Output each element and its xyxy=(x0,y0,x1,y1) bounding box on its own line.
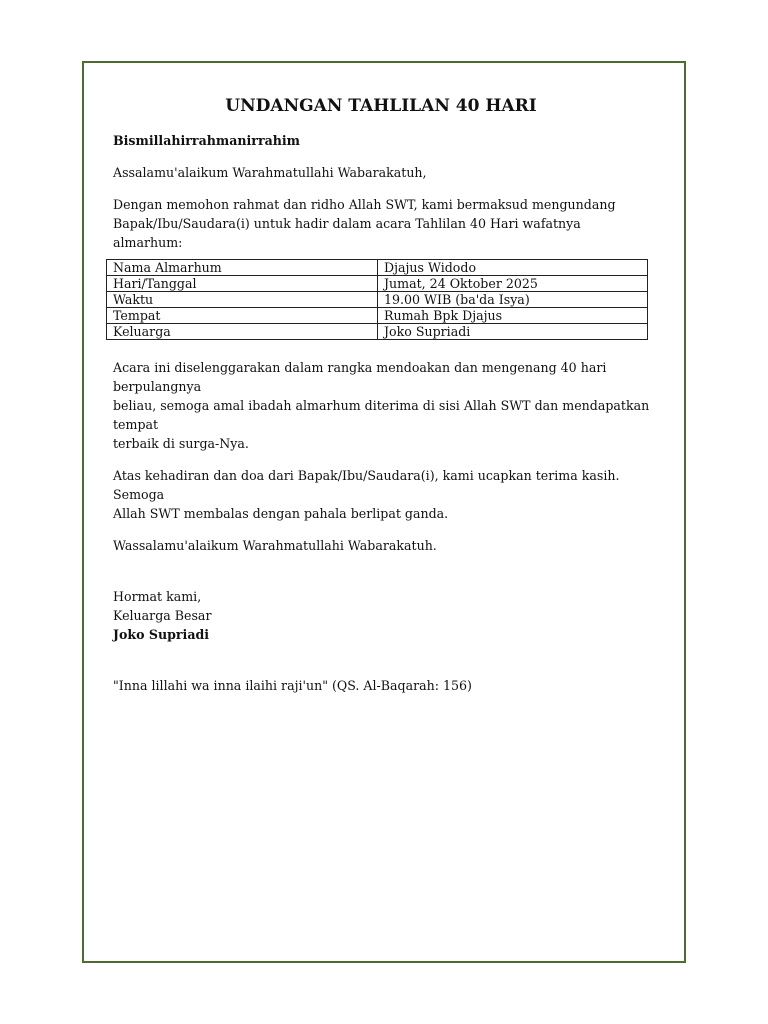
event-details-table xyxy=(106,259,648,340)
detail-label: Keluarga xyxy=(107,324,378,340)
purpose-paragraph xyxy=(113,358,653,453)
table-row xyxy=(107,308,648,324)
intro-paragraph xyxy=(113,195,653,252)
intro-line: Bapak/Ibu/Saudara(i) untuk hadir dalam acara Tahlilan 40 Hari wafatnya almarhum: xyxy=(113,216,581,250)
detail-value: Jumat, 24 Oktober 2025 xyxy=(378,276,648,292)
detail-label: Nama Almarhum xyxy=(107,260,378,276)
detail-label: Waktu xyxy=(107,292,378,308)
opening-basmala: Bismillahirrahmanirrahim xyxy=(113,133,301,148)
detail-label: Tempat xyxy=(107,308,378,324)
signature-name: Joko Supriadi xyxy=(113,627,210,642)
detail-label: Hari/Tanggal xyxy=(107,276,378,292)
thanks-line: Allah SWT membalas dengan pahala berlipat ganda. xyxy=(113,506,449,521)
greeting-salam: Assalamu'alaikum Warahmatullahi Wabarakatuh, xyxy=(113,165,427,180)
table-row xyxy=(107,324,648,340)
closing-quote: "Inna lillahi wa inna ilaihi raji'un" (QS. Al-Baqarah: 156) xyxy=(113,678,472,693)
signature-regards: Hormat kami, xyxy=(113,589,202,604)
table-row xyxy=(107,260,648,276)
thanks-paragraph xyxy=(113,466,653,523)
document-title: UNDANGAN TAHLILAN 40 HARI xyxy=(225,96,537,116)
thanks-line: Atas kehadiran dan doa dari Bapak/Ibu/Saudara(i), kami ucapkan terima kasih. Semoga xyxy=(113,468,620,502)
signature-family: Keluarga Besar xyxy=(113,608,212,623)
detail-value: 19.00 WIB (ba'da Isya) xyxy=(378,292,648,308)
detail-value: Djajus Widodo xyxy=(378,260,648,276)
invitation-document xyxy=(113,94,653,695)
closing-salam: Wassalamu'alaikum Warahmatullahi Wabarakatuh. xyxy=(113,538,437,553)
intro-line: Dengan memohon rahmat dan ridho Allah SWT, kami bermaksud mengundang xyxy=(113,197,616,212)
signature-block xyxy=(113,587,653,644)
table-row xyxy=(107,292,648,308)
table-row xyxy=(107,276,648,292)
purpose-line: beliau, semoga amal ibadah almarhum diterima di sisi Allah SWT dan mendapatkan tempat xyxy=(113,398,650,432)
purpose-line: terbaik di surga-Nya. xyxy=(113,436,249,451)
detail-value: Joko Supriadi xyxy=(378,324,648,340)
detail-value: Rumah Bpk Djajus xyxy=(378,308,648,324)
purpose-line: Acara ini diselenggarakan dalam rangka mendoakan dan mengenang 40 hari berpulangnya xyxy=(113,360,607,394)
